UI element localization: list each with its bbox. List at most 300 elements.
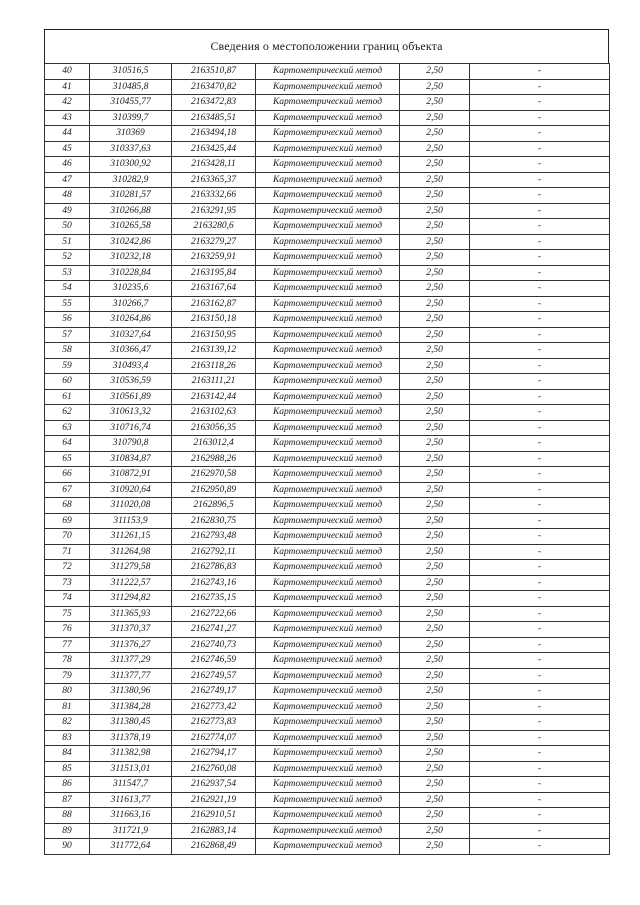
description-cell: - [470,575,610,591]
description-cell: - [470,715,610,731]
error-cell: 2,50 [400,529,470,545]
coordinates-table [44,63,610,855]
error-cell: 2,50 [400,234,470,250]
description-cell: - [470,668,610,684]
table-row [45,529,610,545]
y-coordinate-cell: 2162970,58 [172,467,256,483]
point-number-cell: 45 [45,141,90,157]
point-number-cell: 65 [45,451,90,467]
y-coordinate-cell: 2163056,35 [172,420,256,436]
point-number-cell: 77 [45,637,90,653]
table-row [45,606,610,622]
point-number-cell: 80 [45,684,90,700]
error-cell: 2,50 [400,451,470,467]
table-row [45,544,610,560]
y-coordinate-cell: 2162735,15 [172,591,256,607]
description-cell: - [470,839,610,855]
description-cell: - [470,529,610,545]
point-number-cell: 52 [45,250,90,266]
error-cell: 2,50 [400,730,470,746]
y-coordinate-cell: 2162746,59 [172,653,256,669]
method-cell: Картометрический метод [256,839,400,855]
error-cell: 2,50 [400,498,470,514]
method-cell: Картометрический метод [256,64,400,80]
method-cell: Картометрический метод [256,622,400,638]
x-coordinate-cell: 310561,89 [90,389,172,405]
table-row [45,482,610,498]
method-cell: Картометрический метод [256,808,400,824]
error-cell: 2,50 [400,110,470,126]
document-title: Сведения о местоположении границ объекта [44,29,609,63]
y-coordinate-cell: 2163162,87 [172,296,256,312]
table-row [45,498,610,514]
point-number-cell: 67 [45,482,90,498]
y-coordinate-cell: 2163485,51 [172,110,256,126]
point-number-cell: 59 [45,358,90,374]
y-coordinate-cell: 2162794,17 [172,746,256,762]
y-coordinate-cell: 2162868,49 [172,839,256,855]
method-cell: Картометрический метод [256,746,400,762]
point-number-cell: 86 [45,777,90,793]
y-coordinate-cell: 2163279,27 [172,234,256,250]
y-coordinate-cell: 2163111,21 [172,374,256,390]
error-cell: 2,50 [400,64,470,80]
point-number-cell: 89 [45,823,90,839]
error-cell: 2,50 [400,637,470,653]
error-cell: 2,50 [400,157,470,173]
point-number-cell: 71 [45,544,90,560]
point-number-cell: 44 [45,126,90,142]
description-cell: - [470,544,610,560]
error-cell: 2,50 [400,296,470,312]
method-cell: Картометрический метод [256,95,400,111]
method-cell: Картометрический метод [256,560,400,576]
error-cell: 2,50 [400,684,470,700]
error-cell: 2,50 [400,281,470,297]
table-row [45,358,610,374]
error-cell: 2,50 [400,839,470,855]
error-cell: 2,50 [400,591,470,607]
y-coordinate-cell: 2162883,14 [172,823,256,839]
x-coordinate-cell: 310264,86 [90,312,172,328]
y-coordinate-cell: 2163510,87 [172,64,256,80]
y-coordinate-cell: 2163150,18 [172,312,256,328]
description-cell: - [470,560,610,576]
description-cell: - [470,436,610,452]
y-coordinate-cell: 2163425,44 [172,141,256,157]
table-row [45,684,610,700]
description-cell: - [470,265,610,281]
table-row [45,95,610,111]
description-cell: - [470,312,610,328]
error-cell: 2,50 [400,250,470,266]
point-number-cell: 47 [45,172,90,188]
table-row [45,575,610,591]
method-cell: Картометрический метод [256,343,400,359]
point-number-cell: 51 [45,234,90,250]
y-coordinate-cell: 2162773,83 [172,715,256,731]
x-coordinate-cell: 311264,98 [90,544,172,560]
error-cell: 2,50 [400,823,470,839]
error-cell: 2,50 [400,560,470,576]
y-coordinate-cell: 2163428,11 [172,157,256,173]
table-row [45,560,610,576]
x-coordinate-cell: 310536,59 [90,374,172,390]
x-coordinate-cell: 310872,91 [90,467,172,483]
point-number-cell: 62 [45,405,90,421]
point-number-cell: 63 [45,420,90,436]
y-coordinate-cell: 2162741,27 [172,622,256,638]
description-cell: - [470,467,610,483]
point-number-cell: 43 [45,110,90,126]
error-cell: 2,50 [400,792,470,808]
table-row [45,188,610,204]
description-cell: - [470,637,610,653]
error-cell: 2,50 [400,622,470,638]
x-coordinate-cell: 311279,58 [90,560,172,576]
x-coordinate-cell: 310369 [90,126,172,142]
description-cell: - [470,374,610,390]
method-cell: Картометрический метод [256,451,400,467]
y-coordinate-cell: 2162786,83 [172,560,256,576]
description-cell: - [470,420,610,436]
x-coordinate-cell: 310281,57 [90,188,172,204]
description-cell: - [470,157,610,173]
method-cell: Картометрический метод [256,761,400,777]
method-cell: Картометрический метод [256,374,400,390]
description-cell: - [470,219,610,235]
method-cell: Картометрический метод [256,281,400,297]
table-row [45,699,610,715]
y-coordinate-cell: 2163118,26 [172,358,256,374]
method-cell: Картометрический метод [256,358,400,374]
x-coordinate-cell: 311721,9 [90,823,172,839]
method-cell: Картометрический метод [256,699,400,715]
error-cell: 2,50 [400,389,470,405]
x-coordinate-cell: 311365,93 [90,606,172,622]
point-number-cell: 69 [45,513,90,529]
y-coordinate-cell: 2162743,16 [172,575,256,591]
table-row [45,234,610,250]
x-coordinate-cell: 310266,7 [90,296,172,312]
y-coordinate-cell: 2163280,6 [172,219,256,235]
x-coordinate-cell: 310266,88 [90,203,172,219]
method-cell: Картометрический метод [256,327,400,343]
point-number-cell: 88 [45,808,90,824]
description-cell: - [470,792,610,808]
point-number-cell: 54 [45,281,90,297]
x-coordinate-cell: 311261,15 [90,529,172,545]
description-cell: - [470,823,610,839]
method-cell: Картометрический метод [256,110,400,126]
x-coordinate-cell: 310265,58 [90,219,172,235]
description-cell: - [470,141,610,157]
table-row [45,157,610,173]
table-row [45,668,610,684]
error-cell: 2,50 [400,420,470,436]
point-number-cell: 57 [45,327,90,343]
description-cell: - [470,606,610,622]
description-cell: - [470,808,610,824]
method-cell: Картометрический метод [256,653,400,669]
x-coordinate-cell: 311376,27 [90,637,172,653]
x-coordinate-cell: 311380,45 [90,715,172,731]
method-cell: Картометрический метод [256,234,400,250]
point-number-cell: 46 [45,157,90,173]
point-number-cell: 68 [45,498,90,514]
point-number-cell: 84 [45,746,90,762]
method-cell: Картометрический метод [256,467,400,483]
point-number-cell: 90 [45,839,90,855]
x-coordinate-cell: 311772,64 [90,839,172,855]
y-coordinate-cell: 2163365,37 [172,172,256,188]
y-coordinate-cell: 2162950,89 [172,482,256,498]
x-coordinate-cell: 310613,32 [90,405,172,421]
table-row [45,761,610,777]
error-cell: 2,50 [400,715,470,731]
point-number-cell: 53 [45,265,90,281]
point-number-cell: 60 [45,374,90,390]
y-coordinate-cell: 2163142,44 [172,389,256,405]
method-cell: Картометрический метод [256,203,400,219]
error-cell: 2,50 [400,95,470,111]
table-row [45,203,610,219]
description-cell: - [470,234,610,250]
error-cell: 2,50 [400,761,470,777]
x-coordinate-cell: 311663,16 [90,808,172,824]
x-coordinate-cell: 310337,63 [90,141,172,157]
table-row [45,746,610,762]
y-coordinate-cell: 2163332,66 [172,188,256,204]
x-coordinate-cell: 310516,5 [90,64,172,80]
point-number-cell: 73 [45,575,90,591]
error-cell: 2,50 [400,405,470,421]
error-cell: 2,50 [400,777,470,793]
table-row [45,637,610,653]
point-number-cell: 64 [45,436,90,452]
point-number-cell: 42 [45,95,90,111]
y-coordinate-cell: 2162749,17 [172,684,256,700]
point-number-cell: 40 [45,64,90,80]
error-cell: 2,50 [400,203,470,219]
x-coordinate-cell: 310790,8 [90,436,172,452]
y-coordinate-cell: 2163291,95 [172,203,256,219]
y-coordinate-cell: 2162793,48 [172,529,256,545]
method-cell: Картометрический метод [256,513,400,529]
x-coordinate-cell: 311384,28 [90,699,172,715]
error-cell: 2,50 [400,343,470,359]
error-cell: 2,50 [400,172,470,188]
y-coordinate-cell: 2162921,19 [172,792,256,808]
method-cell: Картометрический метод [256,529,400,545]
table-row [45,312,610,328]
x-coordinate-cell: 311020,08 [90,498,172,514]
coordinates-table-body [45,64,610,855]
x-coordinate-cell: 310366,47 [90,343,172,359]
error-cell: 2,50 [400,358,470,374]
point-number-cell: 87 [45,792,90,808]
y-coordinate-cell: 2163470,82 [172,79,256,95]
description-cell: - [470,296,610,312]
method-cell: Картометрический метод [256,482,400,498]
table-row [45,327,610,343]
y-coordinate-cell: 2162792,11 [172,544,256,560]
method-cell: Картометрический метод [256,436,400,452]
method-cell: Картометрический метод [256,157,400,173]
method-cell: Картометрический метод [256,79,400,95]
x-coordinate-cell: 311513,01 [90,761,172,777]
description-cell: - [470,389,610,405]
description-cell: - [470,172,610,188]
description-cell: - [470,405,610,421]
table-row [45,405,610,421]
y-coordinate-cell: 2163150,95 [172,327,256,343]
method-cell: Картометрический метод [256,792,400,808]
description-cell: - [470,777,610,793]
x-coordinate-cell: 310235,6 [90,281,172,297]
method-cell: Картометрический метод [256,265,400,281]
description-cell: - [470,591,610,607]
method-cell: Картометрический метод [256,405,400,421]
table-row [45,219,610,235]
point-number-cell: 82 [45,715,90,731]
error-cell: 2,50 [400,436,470,452]
method-cell: Картометрический метод [256,141,400,157]
method-cell: Картометрический метод [256,575,400,591]
x-coordinate-cell: 311613,77 [90,792,172,808]
description-cell: - [470,64,610,80]
description-cell: - [470,653,610,669]
point-number-cell: 55 [45,296,90,312]
method-cell: Картометрический метод [256,606,400,622]
error-cell: 2,50 [400,668,470,684]
y-coordinate-cell: 2162830,75 [172,513,256,529]
table-row [45,296,610,312]
y-coordinate-cell: 2162740,73 [172,637,256,653]
error-cell: 2,50 [400,575,470,591]
method-cell: Картометрический метод [256,312,400,328]
table-row [45,653,610,669]
x-coordinate-cell: 310920,64 [90,482,172,498]
description-cell: - [470,498,610,514]
description-cell: - [470,451,610,467]
error-cell: 2,50 [400,482,470,498]
point-number-cell: 81 [45,699,90,715]
point-number-cell: 75 [45,606,90,622]
y-coordinate-cell: 2163259,91 [172,250,256,266]
point-number-cell: 58 [45,343,90,359]
table-row [45,513,610,529]
x-coordinate-cell: 310242,86 [90,234,172,250]
table-row [45,823,610,839]
table-row [45,622,610,638]
table-row [45,451,610,467]
table-row [45,172,610,188]
point-number-cell: 70 [45,529,90,545]
y-coordinate-cell: 2162760,08 [172,761,256,777]
description-cell: - [470,622,610,638]
x-coordinate-cell: 311377,29 [90,653,172,669]
method-cell: Картометрический метод [256,188,400,204]
table-row [45,126,610,142]
description-cell: - [470,746,610,762]
y-coordinate-cell: 2163472,83 [172,95,256,111]
description-cell: - [470,343,610,359]
x-coordinate-cell: 311222,57 [90,575,172,591]
error-cell: 2,50 [400,544,470,560]
point-number-cell: 50 [45,219,90,235]
error-cell: 2,50 [400,606,470,622]
point-number-cell: 79 [45,668,90,684]
document-sheet [44,29,609,855]
method-cell: Картометрический метод [256,389,400,405]
x-coordinate-cell: 310455,77 [90,95,172,111]
description-cell: - [470,95,610,111]
method-cell: Картометрический метод [256,126,400,142]
point-number-cell: 76 [45,622,90,638]
table-row [45,730,610,746]
x-coordinate-cell: 311378,19 [90,730,172,746]
description-cell: - [470,699,610,715]
method-cell: Картометрический метод [256,544,400,560]
table-row [45,839,610,855]
error-cell: 2,50 [400,219,470,235]
table-row [45,79,610,95]
y-coordinate-cell: 2162749,57 [172,668,256,684]
error-cell: 2,50 [400,513,470,529]
method-cell: Картометрический метод [256,250,400,266]
method-cell: Картометрический метод [256,219,400,235]
y-coordinate-cell: 2163195,84 [172,265,256,281]
y-coordinate-cell: 2162896,5 [172,498,256,514]
point-number-cell: 78 [45,653,90,669]
error-cell: 2,50 [400,265,470,281]
method-cell: Картометрический метод [256,591,400,607]
x-coordinate-cell: 311382,98 [90,746,172,762]
x-coordinate-cell: 310300,92 [90,157,172,173]
x-coordinate-cell: 311547,7 [90,777,172,793]
method-cell: Картометрический метод [256,684,400,700]
method-cell: Картометрический метод [256,715,400,731]
method-cell: Картометрический метод [256,668,400,684]
table-row [45,374,610,390]
table-row [45,715,610,731]
x-coordinate-cell: 311153,9 [90,513,172,529]
table-row [45,792,610,808]
x-coordinate-cell: 310493,4 [90,358,172,374]
point-number-cell: 72 [45,560,90,576]
error-cell: 2,50 [400,699,470,715]
method-cell: Картометрический метод [256,498,400,514]
error-cell: 2,50 [400,808,470,824]
description-cell: - [470,188,610,204]
description-cell: - [470,513,610,529]
x-coordinate-cell: 311380,96 [90,684,172,700]
point-number-cell: 83 [45,730,90,746]
table-row [45,343,610,359]
method-cell: Картометрический метод [256,420,400,436]
x-coordinate-cell: 310282,9 [90,172,172,188]
error-cell: 2,50 [400,126,470,142]
table-row [45,808,610,824]
y-coordinate-cell: 2163494,18 [172,126,256,142]
y-coordinate-cell: 2162722,66 [172,606,256,622]
table-row [45,420,610,436]
method-cell: Картометрический метод [256,172,400,188]
y-coordinate-cell: 2163167,64 [172,281,256,297]
y-coordinate-cell: 2162774,07 [172,730,256,746]
y-coordinate-cell: 2162773,42 [172,699,256,715]
